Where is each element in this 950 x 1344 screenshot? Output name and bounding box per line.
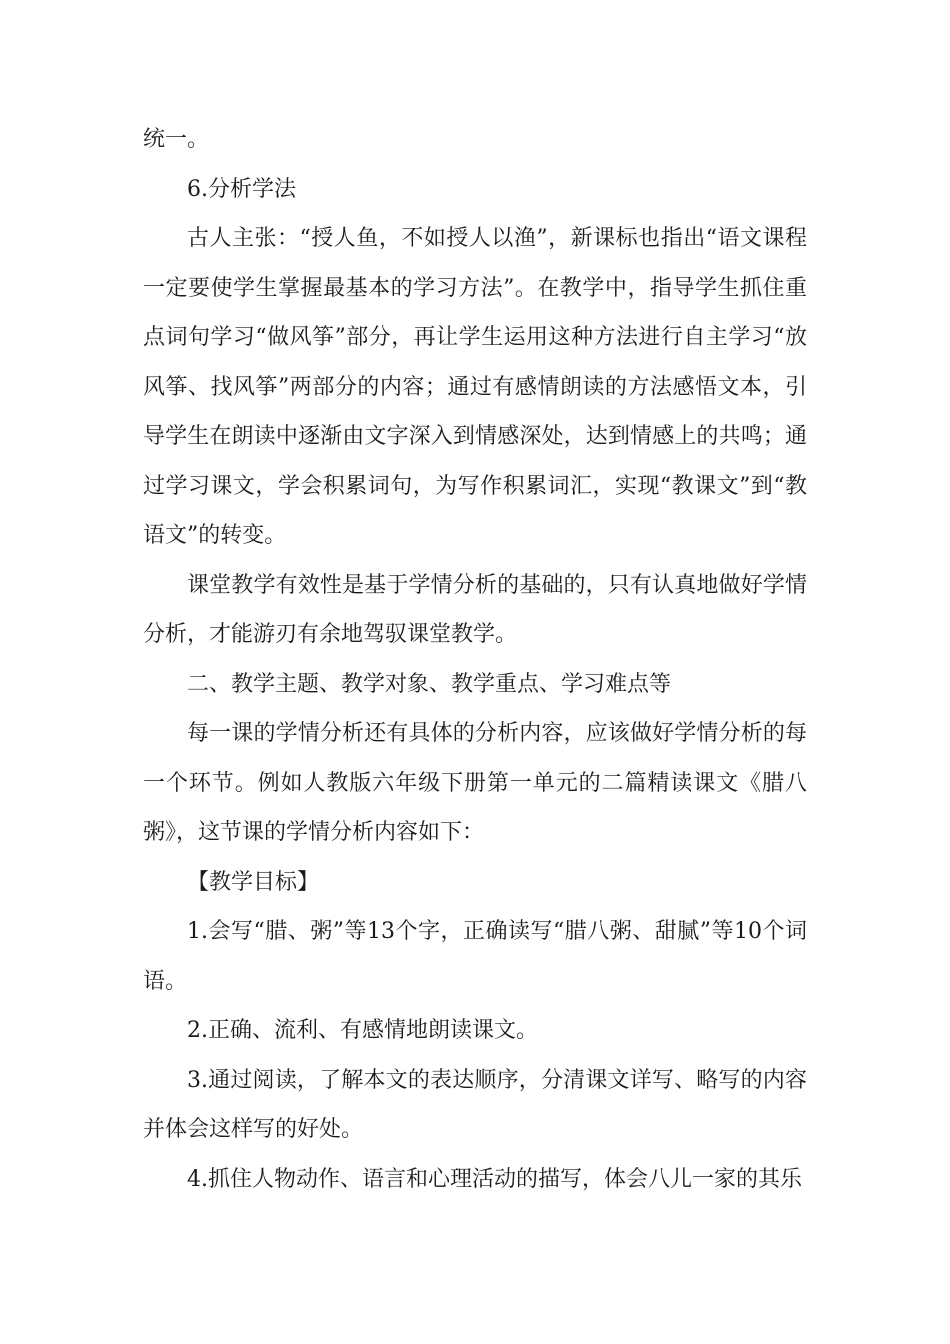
goal-item-2: 2.正确、流利、有感情地朗读课文。 [187,1018,538,1043]
goal-item-1: 1.会写“腊、粥”等13个字，正确读写“腊八粥、甜腻”等10个词语。 [143,919,807,994]
paragraph-learning-methods: 古人主张：“授人鱼，不如授人以渔”，新课标也指出“语文课程一定要使学生掌握最基本的学习方法”。在教学中，指导学生抓住重点词句学习“做风筝”部分，再让学生运用这种方法进行自主学习“放风筝、找风筝”两部分的内容；通过有感情朗读的方法感悟文本，引导学生在朗读中逐渐由文字深入到情感深处，达到情感上的共鸣；通过学习课文，学会积累词句，为写作积累词汇，实现“教课文”到“教语文”的转变。 [143,226,807,548]
section-heading-learning-methods: 6.分析学法 [187,176,296,202]
paragraph-continuation: 统一。 [143,127,210,152]
section-heading-teaching-topics: 二、教学主题、教学对象、教学重点、学习难点等 [187,671,672,697]
paragraph-lesson-analysis: 每一课的学情分析还有具体的分析内容，应该做好学情分析的每一个环节。例如人教版六年级下册第一单元的二篇精读课文《腊八粥》，这节课的学情分析内容如下： [143,721,807,845]
subheading-teaching-goals: 【教学目标】 [187,869,320,895]
goal-item-3: 3.通过阅读，了解本文的表达顺序，分清课文详写、略写的内容并体会这样写的好处。 [143,1067,807,1142]
paragraph-effectiveness: 课堂教学有效性是基于学情分析的基础的，只有认真地做好学情分析，才能游刃有余地驾驭课堂教学。 [143,572,807,647]
document-body [143,115,807,1204]
goal-item-4: 4.抓住人物动作、语言和心理活动的描写，体会八儿一家的其乐 [187,1166,802,1192]
